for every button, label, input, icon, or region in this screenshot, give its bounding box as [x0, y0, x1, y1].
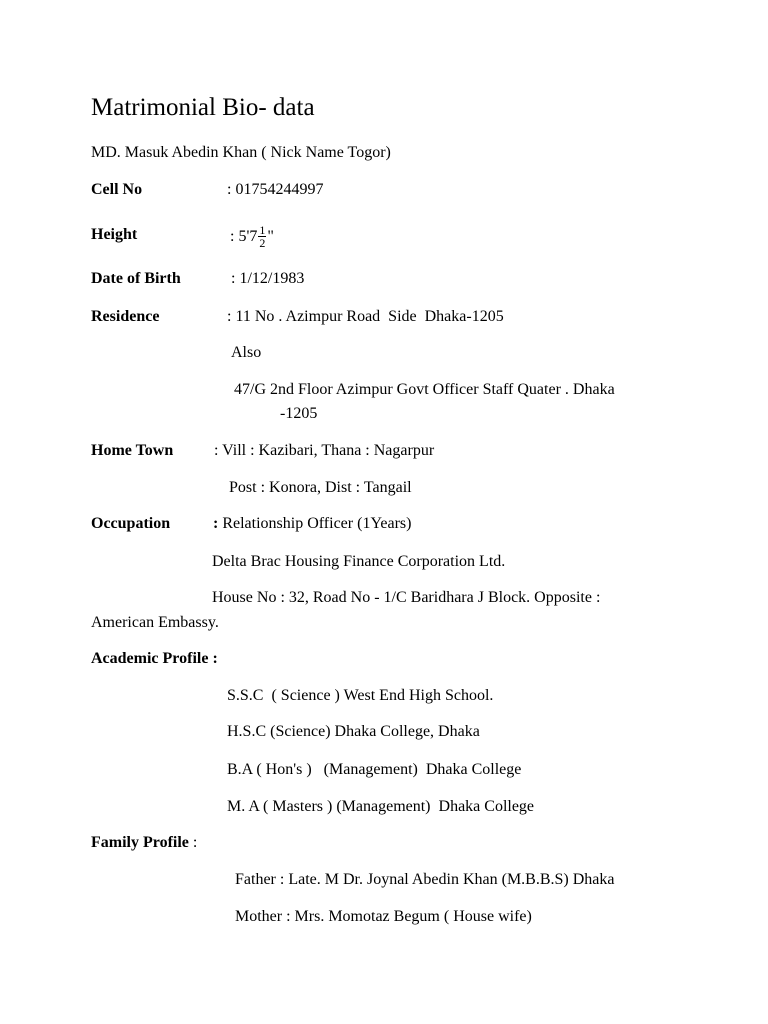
- residence-line-1: : 11 No . Azimpur Road Side Dhaka-1205: [227, 308, 504, 325]
- occupation-line-2: Delta Brac Housing Finance Corporation Ltd.: [212, 553, 506, 570]
- family-colon: :: [188, 834, 198, 851]
- family-label: Family Profile: [91, 834, 189, 851]
- academic-item: M. A ( Masters ) (Management) Dhaka College: [227, 798, 535, 815]
- height-fraction-denominator: 2: [259, 236, 266, 250]
- dob-value: : 1/12/1983: [231, 270, 305, 287]
- height-value-suffix: ": [267, 228, 274, 246]
- height-value-prefix: : 5'7: [230, 228, 258, 246]
- height-fraction: [258, 224, 266, 249]
- family-heading: [91, 833, 197, 853]
- occupation-line-4: American Embassy.: [91, 614, 219, 631]
- home-town-line-2: Post : Konora, Dist : Tangail: [229, 479, 412, 496]
- cell-label: Cell No: [91, 181, 143, 198]
- height-fraction-numerator: 1: [259, 223, 266, 237]
- height-label: Height: [91, 226, 138, 243]
- residence-also: Also: [231, 344, 262, 361]
- cell-value: : 01754244997: [227, 181, 324, 198]
- residence-label: Residence: [91, 308, 160, 325]
- name-line: MD. Masuk Abedin Khan ( Nick Name Togor): [91, 144, 391, 161]
- academic-label: Academic Profile :: [91, 650, 218, 667]
- occupation-label: Occupation: [91, 515, 171, 532]
- academic-item: H.S.C (Science) Dhaka College, Dhaka: [227, 723, 480, 740]
- residence-line-3: -1205: [280, 405, 318, 422]
- dob-label: Date of Birth: [91, 270, 181, 287]
- occupation-line-3: House No : 32, Road No - 1/C Baridhara J Block. Opposite :: [212, 589, 601, 606]
- family-mother: Mother : Mrs. Momotaz Begum ( House wife): [235, 908, 532, 925]
- home-town-label: Home Town: [91, 442, 174, 459]
- occupation-role: Relationship Officer (1Years): [218, 515, 412, 532]
- occupation-colon: :: [213, 515, 219, 532]
- residence-line-2: 47/G 2nd Floor Azimpur Govt Officer Staff Quater . Dhaka: [234, 381, 615, 398]
- academic-item: S.S.C ( Science ) West End High School.: [227, 687, 494, 704]
- document-title: Matrimonial Bio- data: [91, 94, 315, 121]
- home-town-line-1: : Vill : Kazibari, Thana : Nagarpur: [214, 442, 435, 459]
- academic-item: B.A ( Hon's ) (Management) Dhaka College: [227, 761, 522, 778]
- occupation-line-1: [213, 514, 411, 534]
- height-value: [230, 225, 274, 250]
- family-father: Father : Late. M Dr. Joynal Abedin Khan (M.B.B.S) Dhaka: [235, 871, 615, 888]
